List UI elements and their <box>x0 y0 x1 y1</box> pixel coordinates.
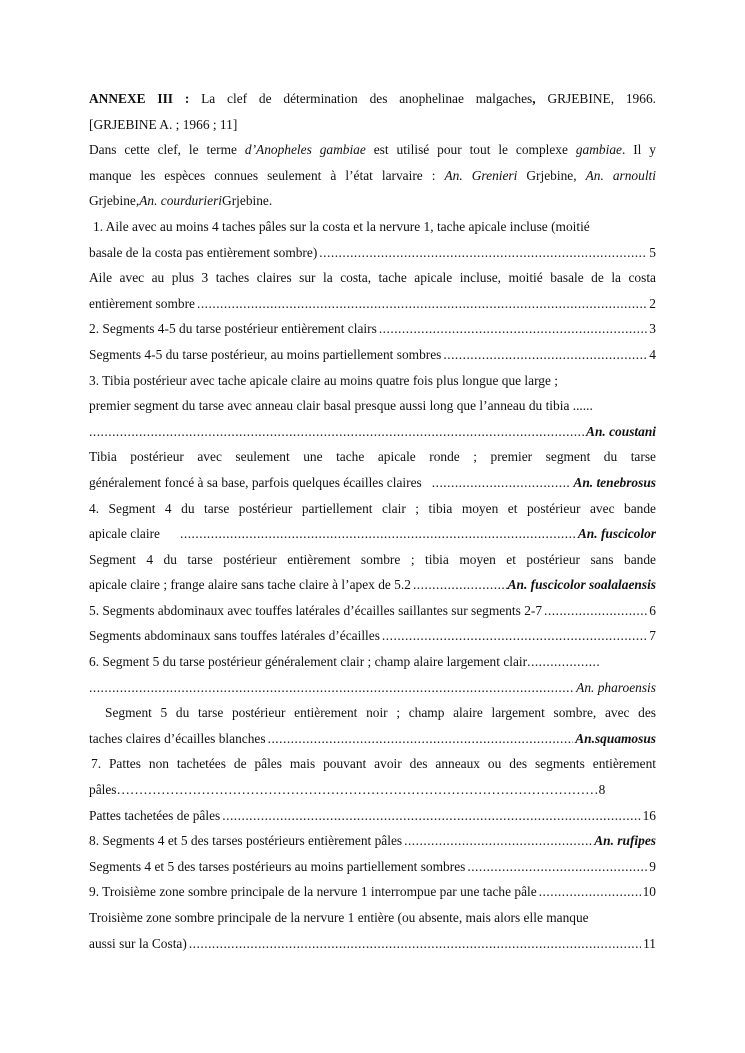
key-result: An. tenebrosus <box>573 474 656 490</box>
leader-dots <box>268 726 574 752</box>
key-4b-line-2 <box>89 572 656 598</box>
leader-dots <box>443 342 647 368</box>
key-1a-line-2 <box>89 240 656 266</box>
key-result: 7 <box>649 628 656 644</box>
key-3b-line-1: Tibia postérieur avec seulement une tache apicale ronde ; premier segment du tarse <box>89 449 656 465</box>
leader-dots <box>544 598 647 624</box>
key-1b-line-2 <box>89 291 656 317</box>
intro-line-3 <box>89 188 656 214</box>
key-text: 8. Segments 4 et 5 des tarses postérieurs entièrement pâles <box>89 833 403 849</box>
key-5a <box>89 598 656 624</box>
leader-dots <box>180 521 576 547</box>
key-text: entièrement sombre <box>89 295 195 311</box>
leader-dots <box>89 419 584 445</box>
key-result: 11 <box>643 935 656 951</box>
key-text: apicale claire ; frange alaire sans tache claire à l’apex de 5.2 <box>89 577 411 593</box>
species-name: An. arnoulti <box>585 167 656 183</box>
key-3b-line-2 <box>89 470 656 496</box>
key-result: An. coustani <box>586 423 656 439</box>
leader-dots <box>382 623 647 649</box>
key-7a-line-1: 7. Pattes non tachetées de pâles mais pouvant avoir des anneaux ou des segments entièrement <box>91 756 656 772</box>
species-name: An. Grenieri <box>444 167 518 183</box>
species-name: An. courdurieri <box>139 193 223 209</box>
key-text: généralement foncé à sa base, parfois quelques écailles claires <box>89 474 422 490</box>
leader-dots <box>413 572 508 598</box>
leader-dots <box>197 291 647 317</box>
annex-year: , 1966. <box>610 91 656 106</box>
intro-text: . Il y <box>621 142 656 158</box>
key-2a <box>89 316 656 342</box>
key-result: 9 <box>649 858 656 874</box>
key-6b-line-1: Segment 5 du tarse postérieur entièrement noir ; champ alaire largement sombre, avec des <box>105 705 656 721</box>
key-1a-line-1: 1. Aile avec au moins 4 taches pâles sur la costa et la nervure 1, tache apicale incluse (moitié <box>93 218 590 234</box>
key-result: An.squamosus <box>575 730 656 746</box>
key-text: apicale claire <box>89 526 160 542</box>
intro-line-2 <box>89 163 656 189</box>
key-5b <box>89 623 656 649</box>
annex-title-comma: , <box>532 91 536 106</box>
key-8a <box>89 828 656 854</box>
key-result: 5 <box>649 244 656 260</box>
key-3a-line-1: 3. Tibia postérieur avec tache apicale claire au moins quatre fois plus longue que large ; <box>89 372 559 388</box>
key-text: 9. Troisième zone sombre principale de la nervure 1 interrompue par une tache pâle <box>89 884 537 900</box>
key-result: 16 <box>642 807 656 823</box>
intro-text: Grjebine, <box>89 193 140 209</box>
key-2b <box>89 342 656 368</box>
leader-dots <box>539 879 641 905</box>
key-result: An. pharoensis <box>576 679 656 695</box>
annex-reference: [GRJEBINE A. ; 1966 ; 11] <box>89 116 238 132</box>
key-7b <box>89 803 656 829</box>
leader-dots <box>404 828 592 854</box>
key-8b <box>89 854 656 880</box>
key-4b-line-1: Segment 4 du tarse postérieur entièrement sombre ; tibia moyen et postérieur sans bande <box>89 551 656 567</box>
key-text: Segments 4 et 5 des tarses postérieurs au moins partiellement sombres <box>89 858 466 874</box>
key-result: An. fuscicolor soalalaensis <box>507 577 656 593</box>
key-3a-line-3 <box>89 419 656 445</box>
key-6a-line-1 <box>89 649 656 675</box>
leader-dots <box>189 931 641 957</box>
key-result: An. rufipes <box>594 833 656 849</box>
annex-author: GRJEBINE <box>535 91 611 106</box>
intro-text: manque les espèces connues seulement à l’état larvaire : <box>89 167 445 183</box>
species-name: gambiae <box>575 142 622 158</box>
leader-dots <box>89 675 574 701</box>
key-9b-line-2 <box>89 931 656 957</box>
key-result: 4 <box>649 346 656 362</box>
leader-dots <box>527 649 599 675</box>
key-text: Segments 4-5 du tarse postérieur, au moins partiellement sombres <box>89 346 442 362</box>
key-3a-line-2: premier segment du tarse avec anneau clair basal presque aussi long que l’anneau du tibia ...... <box>89 398 593 414</box>
leader-dots <box>467 854 647 880</box>
leader-dots <box>432 470 572 496</box>
key-7a-line-2: pâles………………………………………………………………………………………………8 <box>89 782 606 798</box>
key-text: 6. Segment 5 du tarse postérieur généralement clair ; champ alaire largement clair <box>89 654 528 670</box>
key-9b-line-1: Troisième zone sombre principale de la nervure 1 entière (ou absente, mais alors elle manque <box>89 910 589 925</box>
key-result: 10 <box>642 884 656 900</box>
leader-dots <box>379 316 647 342</box>
species-name: d’Anopheles gambiae <box>244 142 366 158</box>
annex-title-text: La clef de détermination des anophelinae malgaches <box>189 91 533 106</box>
leader-dots <box>222 803 640 829</box>
intro-text: Dans cette clef, le terme <box>89 142 245 158</box>
key-text: basale de la costa pas entièrement sombre) <box>89 244 318 260</box>
key-1b-line-1: Aile avec au plus 3 taches claires sur la costa, tache apicale incluse, moitié basale de la costa <box>89 270 656 286</box>
key-result: 2 <box>649 295 656 311</box>
intro-text: Grjebine. <box>222 193 273 209</box>
annex-label: ANNEXE III : <box>89 91 190 106</box>
key-6b-line-2 <box>89 726 656 752</box>
annex-title <box>89 86 656 112</box>
key-9a <box>89 879 656 905</box>
key-6a-line-2 <box>89 675 656 701</box>
key-4a-line-1: 4. Segment 4 du tarse postérieur partiellement clair ; tibia moyen et postérieur avec bande <box>89 500 656 516</box>
intro-line-1 <box>89 137 656 163</box>
intro-text: Grjebine, <box>517 167 586 183</box>
key-text: Pattes tachetées de pâles <box>89 807 221 823</box>
key-text: 2. Segments 4-5 du tarse postérieur entièrement clairs <box>89 321 377 337</box>
key-result: An. fuscicolor <box>577 526 656 542</box>
key-text: 5. Segments abdominaux avec touffes latérales d’écailles saillantes sur segments 2-7 <box>89 602 543 618</box>
intro-text: est utilisé pour tout le complexe <box>365 142 576 158</box>
key-result: 6 <box>649 602 656 618</box>
leader-dots <box>319 240 647 266</box>
key-result: 3 <box>649 321 656 337</box>
document-page <box>89 86 656 956</box>
key-text: aussi sur la Costa) <box>89 935 187 951</box>
key-text: taches claires d’écailles blanches <box>89 730 266 746</box>
key-text: Segments abdominaux sans touffes latérales d’écailles <box>89 628 380 644</box>
key-4a-line-2 <box>89 521 656 547</box>
